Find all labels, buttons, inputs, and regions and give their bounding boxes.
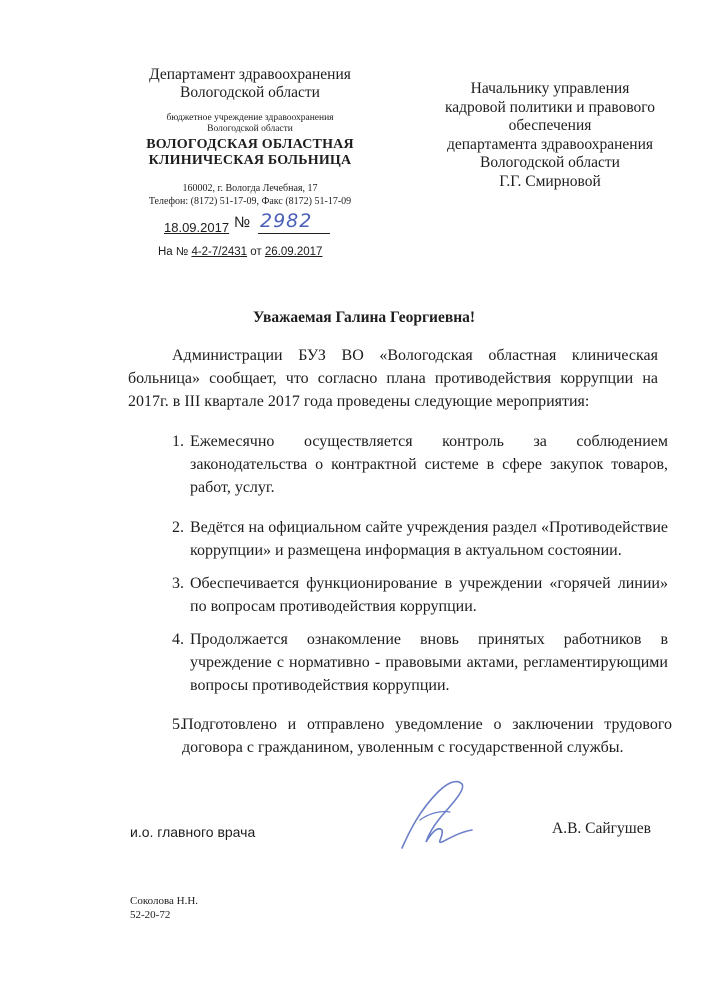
executor-name: Соколова Н.Н. [130,895,199,907]
list-item [172,516,668,562]
executor-phone: 52-20-72 [130,909,171,922]
list-item [172,430,668,499]
org-name-line2: КЛИНИЧЕСКАЯ БОЛЬНИЦА [148,153,352,169]
salutation: Уважаемая Галина Георгиевна! [252,309,476,326]
reference-date: 26.09.2017 [264,246,323,258]
list-item [172,572,668,618]
list-item-number: 1. [172,433,184,450]
department-line1: Департамент здравоохранения [149,66,351,83]
addressee-line3: обеспечения [508,117,592,135]
department-line2: Вологодской области [180,83,320,101]
list-item-number: 5. [172,716,184,733]
list-item-text: Обеспечивается функционирование в учреждении «горячей линии» по вопросам противодействия коррупции. [190,575,668,615]
addressee-line6: Г.Г. Смирновой [499,172,601,190]
institution-type-line1: бюджетное учреждение здравоохранения [166,113,334,123]
handwritten-signature [380,770,500,860]
list-item [172,628,668,697]
reference-line [158,246,322,258]
list-item-text: Ежемесячно осуществляется контроль за соблюдением законодательства о контрактной системе в сфере закупок товаров, работ, услуг. [190,433,668,496]
addressee-block [420,80,680,192]
addressee-line4: департамента здравоохранения [447,135,653,153]
list-item-text: Ведётся на официальном сайте учреждения раздел «Противодействие коррупции» и размещена информация в актуальном состоянии. [190,519,668,559]
registration-number-sign: № [234,214,251,231]
executor-info [130,894,198,923]
addressee-line5: Вологодской области [480,154,620,172]
institution-type-line2: Вологодской области [207,123,293,134]
org-name-line1: ВОЛОГОДСКАЯ ОБЛАСТНАЯ [146,137,354,152]
addressee-line1: Начальнику управления [470,80,630,97]
letterhead-institution-type [120,113,380,135]
signer-name: А.В. Сайгушев [552,820,651,837]
letterhead-department [120,66,380,102]
org-phones: Телефон: (8172) 51-17-09, Факс (8172) 51-17-09 [148,195,352,207]
registration-number-handwritten: 2982 [258,209,330,234]
reference-from: от [250,246,262,258]
letterhead-org-name [120,137,380,169]
letterhead-contacts [120,183,380,208]
list-item-text: Подготовлено и отправлено уведомление о заключении трудового договора с гражданином, уволенным с государственной службы. [182,716,672,756]
signer-title: и.о. главного врача [130,824,256,840]
reference-prefix: На № [158,246,189,258]
intro-paragraph: Администрации БУЗ ВО «Вологодская областная клиническая больница» сообщает, что согласно плана противодействия коррупции на 2017г. в III квартале 2017 года проведены следующие мероприятия: [128,347,658,410]
list-item-number: 2. [172,519,184,536]
org-address: 160002, г. Вологда Лечебная, 17 [182,183,318,194]
reference-number: 4-2-7/2431 [191,246,248,258]
list-item-number: 3. [172,575,184,592]
list-item [172,713,672,759]
list-item-text: Продолжается ознакомление вновь принятых работников в учреждение с нормативно - правовыми актами, регламентирующими вопросы противодействия коррупции. [190,631,668,694]
addressee-line2: кадровой политики и правового [444,98,656,116]
list-item-number: 4. [172,631,184,648]
registration-date: 18.09.2017 [164,220,230,235]
